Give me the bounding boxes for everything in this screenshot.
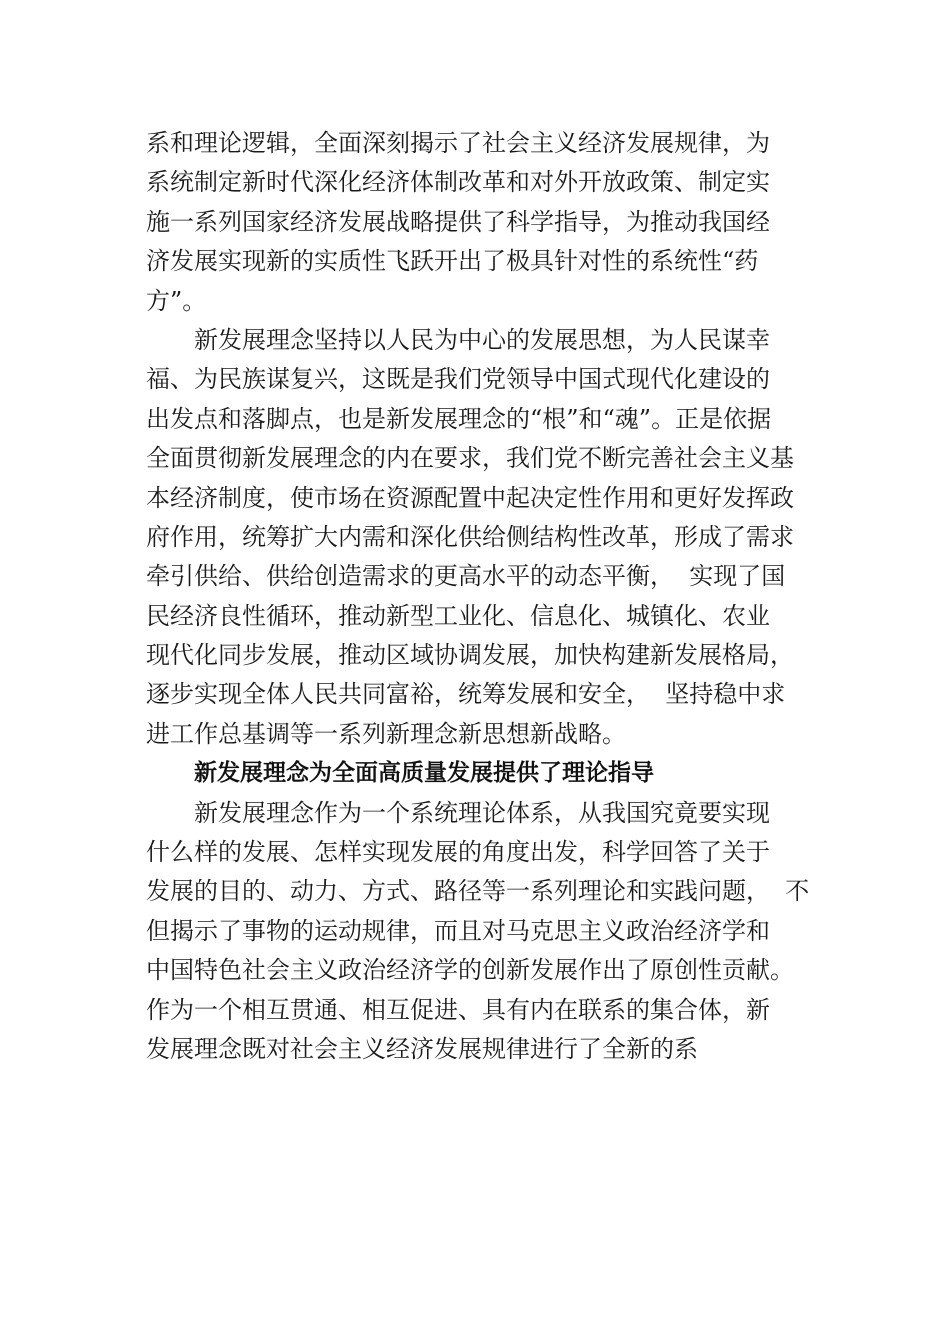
text-line: 济发展实现新的实质性飞跃开出了极具针对性的系统性“药: [146, 247, 759, 276]
text-line: 逐步实现全体人民共同富裕，统筹发展和安全， 坚持稳中求: [146, 680, 786, 709]
text-line: 牵引供给、供给创造需求的更高水平的动态平衡， 实现了国: [146, 562, 786, 591]
document-body: [146, 124, 826, 1069]
text-line: 福、为民族谋复兴，这既是我们党领导中国式现代化建设的: [146, 365, 770, 394]
text-line: 府作用，统筹扩大内需和深化供给侧结构性改革，形成了需求: [146, 522, 794, 551]
text-line: 中国特色社会主义政治经济学的创新发展作出了原创性贡献。: [146, 956, 794, 985]
text-line: 方”。: [146, 286, 207, 315]
paragraph-3: [146, 794, 826, 1070]
text-line: 新发展理念作为一个系统理论体系，从我国究竟要实现: [194, 798, 770, 827]
text-line: 现代化同步发展，推动区域协调发展，加快构建新发展格局，: [146, 641, 794, 670]
section-heading: 新发展理念为全面高质量发展提供了理论指导: [194, 760, 654, 787]
text-line: 系统制定新时代深化经济体制改革和对外开放政策、制定实: [146, 168, 770, 197]
text-line: 系和理论逻辑，全面深刻揭示了社会主义经济发展规律，为: [146, 129, 770, 157]
paragraph-2: [146, 321, 826, 754]
text-line: 作为一个相互贯通、相互促进、具有内在联系的集合体，新: [146, 995, 770, 1024]
text-line: 施一系列国家经济发展战略提供了科学指导，为推动我国经: [146, 207, 770, 236]
text-line: 本经济制度，使市场在资源配置中起决定性作用和更好发挥政: [146, 483, 794, 512]
text-line: 发展理念既对社会主义经济发展规律进行了全新的系: [146, 1034, 698, 1063]
text-line: 什么样的发展、怎样实现发展的角度出发，科学回答了关于: [146, 838, 770, 867]
paragraph-1: [146, 124, 826, 321]
text-line: 出发点和落脚点，也是新发展理念的“根”和“魂”。正是依据: [146, 404, 772, 433]
text-line: 民经济良性循环，推动新型工业化、信息化、城镇化、农业: [146, 601, 770, 630]
text-line: 但揭示了事物的运动规律，而且对马克思主义政治经济学和: [146, 916, 770, 945]
text-line: 发展的目的、动力、方式、路径等一系列理论和实践问题， 不: [146, 877, 810, 906]
text-line: 全面贯彻新发展理念的内在要求，我们党不断完善社会主义基: [146, 444, 794, 473]
text-line: 新发展理念坚持以人民为中心的发展思想，为人民谋幸: [194, 325, 770, 354]
text-line: 进工作总基调等一系列新理念新思想新战略。: [146, 719, 626, 748]
